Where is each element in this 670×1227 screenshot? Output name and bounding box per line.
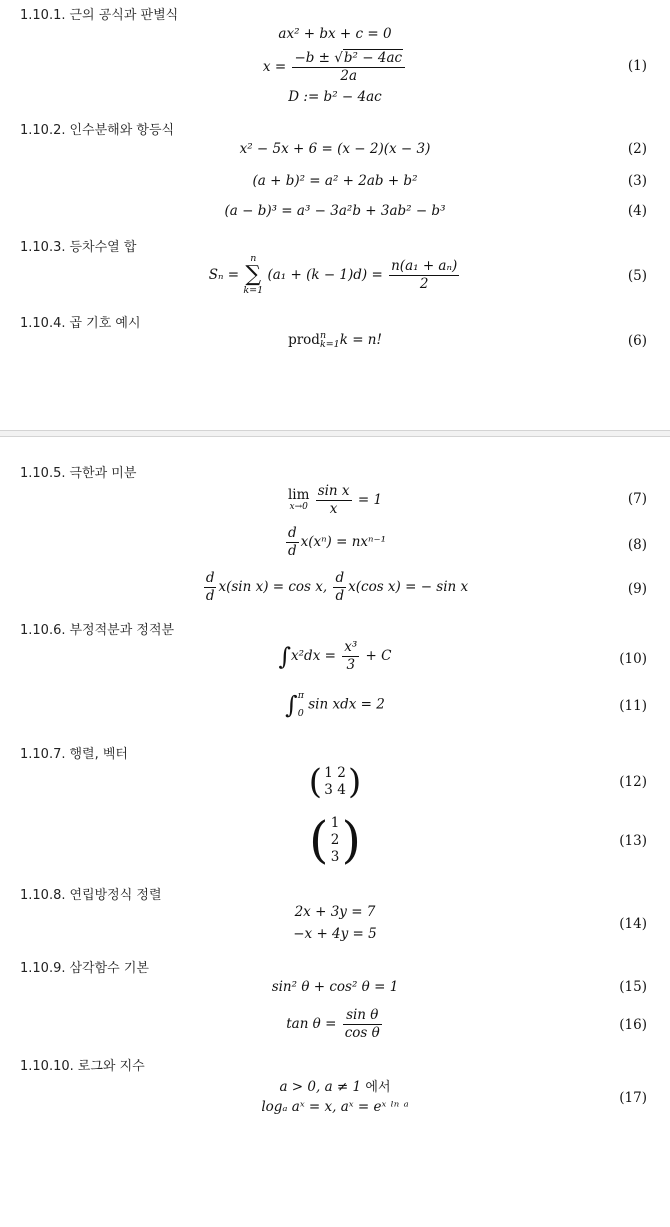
equation-log-condition: a > 0, a ≠ 1 에서 — [279, 1079, 391, 1095]
document-page-1 — [0, 0, 670, 430]
equation-number: (13) — [619, 833, 647, 849]
equation-identity-square: (a + b)² = a² + 2ab + b² — [252, 173, 418, 189]
equation-number: (7) — [627, 491, 647, 507]
equation-limit: lim x→0 $\frac{\text{sin x}}{x}$ = 1 — [287, 483, 383, 517]
section-heading: 1.10.6. 부정적분과 정적분 — [20, 623, 175, 638]
equation-tangent: tan θ = $\frac{\text{sin θ}}{\text{cos θ}}$ — [286, 1007, 380, 1041]
equation-quadratic-formula: x = $\frac{\text{−b ± √b² − 4ac}}{2a}$ — [0, 50, 670, 85]
equation-number: (11) — [619, 698, 647, 714]
equation-matrix: ( 1 2 3 4 ) — [308, 762, 362, 802]
section-heading: 1.10.1. 근의 공식과 판별식 — [20, 8, 179, 23]
equation-number: (6) — [627, 333, 647, 349]
document-page-2 — [0, 437, 670, 1227]
equation-derivative-power: $\frac{d}{d}$ x(xⁿ) = nxⁿ⁻¹ — [287, 525, 387, 559]
equation-number: (14) — [619, 916, 647, 932]
equation-system-line2: −x + 4y = 5 — [293, 926, 377, 942]
equation-number: (17) — [619, 1090, 647, 1106]
section-heading: 1.10.2. 인수분해와 항등식 — [20, 123, 175, 138]
section-heading: 1.10.8. 연립방정식 정렬 — [20, 888, 162, 903]
equation-number: (1) — [627, 58, 647, 74]
equation-arithmetic-sum: Sₙ = n ∑ k=1 (a₁ + (k − 1)d) = $\frac{\text{n(a₁ + aₙ)}}{2}$ — [208, 253, 458, 297]
section-heading: 1.10.10. 로그와 지수 — [20, 1059, 145, 1074]
formula-fraction: $\frac{\text{−b ± √b² − 4ac}}{2a}$ — [292, 50, 405, 85]
equation-number: (15) — [619, 979, 647, 995]
section-heading: 1.10.3. 등차수열 합 — [20, 240, 137, 255]
equation-product: prod n k=1 k = n! — [288, 330, 382, 350]
summation-operator: n ∑ k=1 — [243, 253, 264, 297]
page-break — [0, 430, 670, 437]
equation-number: (9) — [627, 581, 647, 597]
equation-number: (5) — [627, 268, 647, 284]
equation-factoring: x² − 5x + 6 = (x − 2)(x − 3) — [239, 141, 431, 157]
equation-number: (8) — [627, 537, 647, 553]
equation-system-line1: 2x + 3y = 7 — [294, 904, 376, 920]
equation-number: (4) — [627, 203, 647, 219]
equation-identity-cube: (a − b)³ = a³ − 3a²b + 3ab² − b³ — [224, 203, 446, 219]
equation-vector: ( 1 2 3 ) — [308, 811, 362, 870]
equation-pythagorean: sin² θ + cos² θ = 1 — [271, 979, 399, 995]
equation-number: (3) — [627, 173, 647, 189]
equation-number: (2) — [627, 141, 647, 157]
equation-indefinite-integral: ∫x²dx = $\frac{\text{x³}}{3}$ + C — [278, 639, 392, 673]
equation-derivative-trig: $\frac{d}{d}$ x(sin x) = cos x, $\frac{d}{d}$ x(cos x) = − sin x — [205, 570, 469, 604]
equation-number: (12) — [619, 774, 647, 790]
equation-definite-integral: ∫ π 0 sin xdx = 2 — [285, 690, 385, 720]
equation-number: (16) — [619, 1017, 647, 1033]
equation-quadratic: ax² + bx + c = 0 — [278, 26, 392, 42]
section-heading: 1.10.9. 삼각함수 기본 — [20, 961, 149, 976]
equation-log-rule: logₐ aˣ = x, aˣ = eˣ ˡⁿ ᵃ — [261, 1099, 409, 1115]
equation-discriminant: D := b² − 4ac — [288, 89, 382, 105]
section-heading: 1.10.7. 행렬, 벡터 — [20, 747, 128, 762]
equation-number: (10) — [619, 651, 647, 667]
section-heading: 1.10.5. 극한과 미분 — [20, 466, 137, 481]
section-heading: 1.10.4. 곱 기호 예시 — [20, 316, 141, 331]
